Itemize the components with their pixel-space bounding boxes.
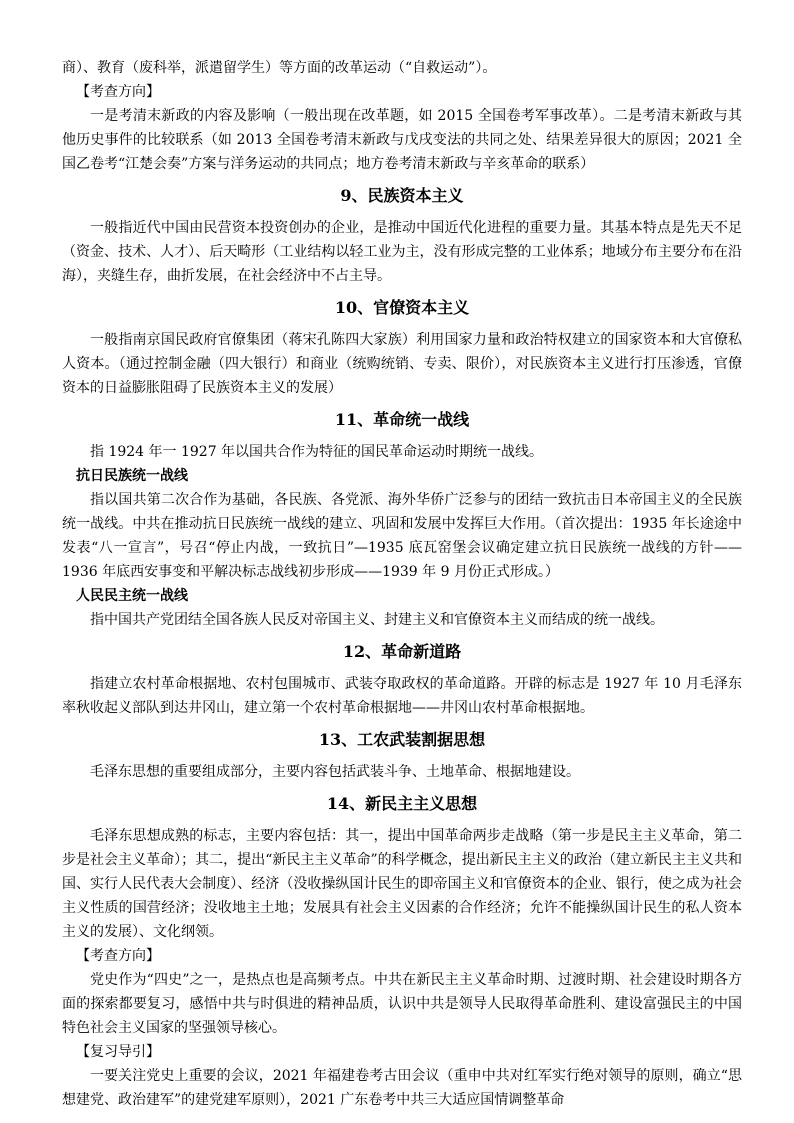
section-title-13: 13、工农武装割据思想 [318, 730, 486, 749]
section-title-11: 11、革命统一战线 [334, 410, 470, 429]
document-page [62, 56, 742, 1112]
paragraph: 一要关注党史上重要的会议，2021 年福建卷考古田会议（重申中共对红军实行绝对领导的原则，确立“思想建党、政治建军”的建党建军原则），2021 广东卷考中共三大适应国情调整革命 [62, 1068, 742, 1108]
paragraph: 党史作为“四史”之一，是热点也是高频考点。中共在新民主主义革命时期、过渡时期、社会建设时期各方面的探索都要复习，感悟中共与时俱进的精神品质，认识中共是领导人民取得革命胜利、建设富强民主的中国特色社会主义国家的坚强领导核心。 [62, 972, 742, 1036]
paragraph: 毛泽东思想的重要组成部分，主要内容包括武装斗争、土地革命、根据地建设。 [90, 764, 580, 780]
subsection-title: 人民民主统一战线 [76, 588, 188, 604]
paragraph: 一是考清末新政的内容及影响（一般出现在改革题，如 2015 全国卷考军事改革）。二是考清末新政与其他历史事件的比较联系（如 2013 全国卷考清末新政与戊戌变法的共同之处、结果差异很大的原因；2021 全国乙卷考“江楚会奏”方案与洋务运动的共同点；地方卷考清末新政与辛亥革命的联系） [62, 108, 742, 172]
text-line: 商）、教育（废科举，派遣留学生）等方面的改革运动（“自救运动”）。 [62, 60, 497, 76]
paragraph: 一般指南京国民政府官僚集团（蒋宋孔陈四大家族）利用国家力量和政治特权建立的国家资本和大官僚私人资本。（通过控制金融（四大银行）和商业（统购统销、专卖、限价），对民族资本主义进行打压渗透，官僚资本的日益膨胀阻碍了民族资本主义的发展） [62, 332, 742, 396]
section-title-12: 12、革命新道路 [342, 642, 462, 661]
section-title-10: 10、官僚资本主义 [334, 298, 470, 317]
section-title-9: 9、民族资本主义 [340, 186, 464, 205]
subsection-title: 抗日民族统一战线 [76, 468, 188, 484]
paragraph: 指中国共产党团结全国各族人民反对帝国主义、封建主义和官僚资本主义而结成的统一战线。 [90, 612, 664, 628]
tag-label: 【考查方向】 [76, 948, 160, 964]
paragraph: 指 1924 年一 1927 年以国共合作为特征的国民革命运动时期统一战线。 [90, 444, 544, 460]
paragraph: 指以国共第二次合作为基础，各民族、各党派、海外华侨广泛参与的团结一致抗击日本帝国主义的全民族统一战线。中共在推动抗日民族统一战线的建立、巩固和发展中发挥巨大作用。（首次提出：1935 年长途途中发表“八一宣言”，号召“停止内战，一致抗日”—1935 底瓦窑堡会议确定建立抗日民族统一战线的方针——1936 年底西安事变和平解决标志战线初步形成——1939 年 9 月份正式形成。） [62, 492, 742, 580]
tag-label: 【复习导引】 [76, 1044, 160, 1060]
paragraph: 毛泽东思想成熟的标志，主要内容包括：其一，提出中国革命两步走战略（第一步是民主主义革命，第二步是社会主义革命）；其二，提出“新民主主义革命”的科学概念，提出新民主主义的政治（建立新民主主义共和国、实行人民代表大会制度）、经济（没收操纵国计民生的即帝国主义和官僚资本的企业、银行，使之成为社会主义性质的国营经济；没收地主土地；发展具有社会主义因素的合作经济；允许不能操纵国计民生的私人资本主义的发展）、文化纲领。 [62, 828, 742, 940]
paragraph: 一般指近代中国由民营资本投资创办的企业，是推动中国近代化进程的重要力量。其基本特点是先天不足（资金、技术、人才）、后天畸形（工业结构以轻工业为主，没有形成完整的工业体系；地域分布主要分布在沿海），夹缝生存，曲折发展，在社会经济中不占主导。 [62, 220, 742, 284]
section-title-14: 14、新民主主义思想 [326, 794, 478, 813]
tag-label: 【考查方向】 [76, 84, 160, 100]
paragraph: 指建立农村革命根据地、农村包围城市、武装夺取政权的革命道路。开辟的标志是 1927 年 10 月毛泽东率秋收起义部队到达井冈山，建立第一个农村革命根据地——井冈山农村革命根据地。 [62, 676, 742, 716]
